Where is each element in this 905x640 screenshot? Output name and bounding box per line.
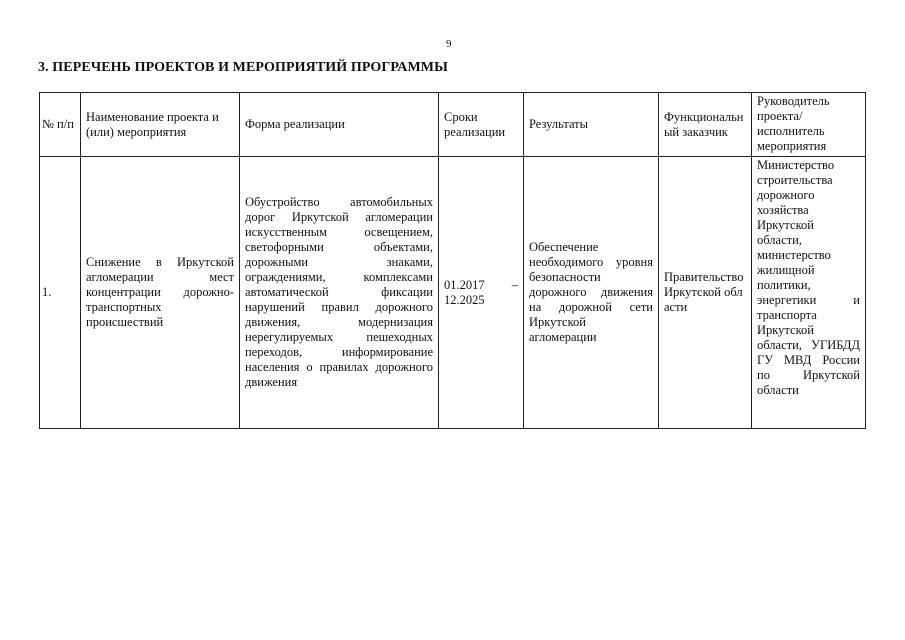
cell-name: Снижение в Иркутской агломерации мест концентрации дорожно-транспортных происшествий [81,157,240,429]
header-name: Наименование проекта и (или) мероприятия [81,93,240,157]
cell-customer: Правительство Иркутской области [659,157,752,429]
projects-table [39,92,866,429]
table-row [40,157,866,429]
header-form: Форма реализации [240,93,439,157]
cell-num: 1. [40,157,81,429]
cell-form: Обустройство автомобильных дорог Иркутской агломерации искусственным освещением, светофорными объектами, дорожными знаками, ограждениями, комплексами автоматической фиксации нарушений правил дорожного движения, модернизация нерегулируемых пешеходных переходов, информирование населения о правилах дорожного движения [240,157,439,429]
table-header-row [40,93,866,157]
cell-terms: 01.2017 – 12.2025 [439,157,524,429]
header-customer: Функциональный заказчик [659,93,752,157]
header-num: № п/п [40,93,81,157]
header-results: Результаты [524,93,659,157]
header-head: Руководитель проекта/ исполнитель мероприятия [752,93,866,157]
page-number: 9 [446,38,452,50]
cell-results: Обеспечение необходимого уровня безопасности дорожного движения на дорожной сети Иркутской агломерации [524,157,659,429]
cell-head: Министерство строительства дорожного хозяйства Иркутской области, министерство жилищной политики, энергетики и транспорта Иркутской области, УГИБДД ГУ МВД России по Иркутской области [752,157,866,429]
section-title: 3. ПЕРЕЧЕНЬ ПРОЕКТОВ И МЕРОПРИЯТИЙ ПРОГРАММЫ [38,60,448,75]
header-terms: Сроки реализации [439,93,524,157]
